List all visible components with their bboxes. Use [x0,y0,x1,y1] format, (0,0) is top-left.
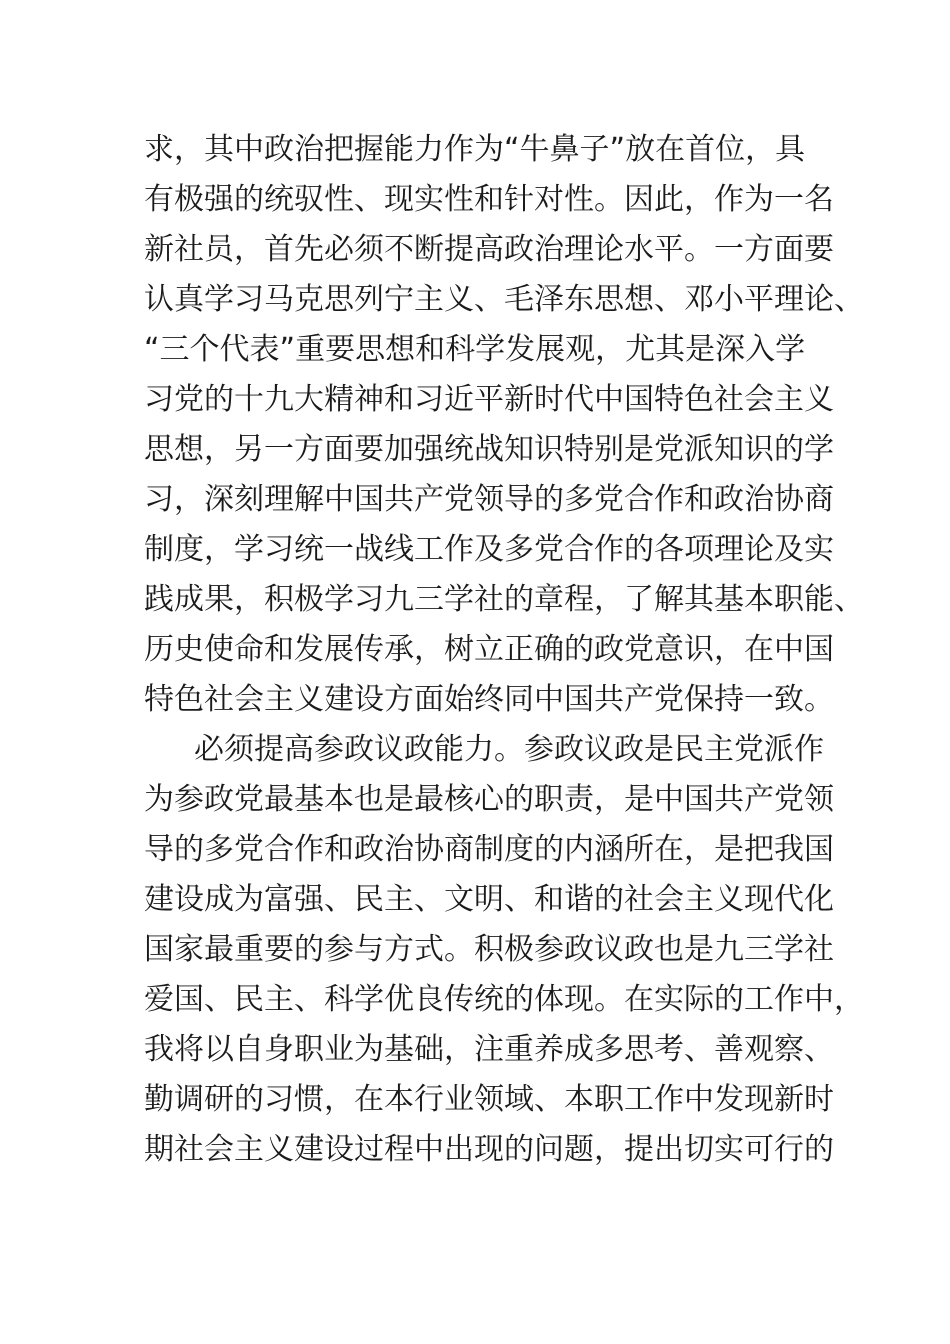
text-line: 践成果，积极学习九三学社的章程，了解其基本职能、 [144,582,864,617]
paragraph-participation [144,725,864,1175]
text-line: 制度，学习统一战线工作及多党合作的各项理论及实 [144,532,834,567]
text-line: 求，其中政治把握能力作为“牛鼻子”放在首位，具 [144,132,806,167]
text-line: 习党的十九大精神和习近平新时代中国特色社会主义 [144,382,834,417]
text-line: 勤调研的习惯，在本行业领域、本职工作中发现新时 [144,1082,834,1117]
text-line: 历史使命和发展传承，树立正确的政党意识，在中国 [144,632,834,667]
text-line: 认真学习马克思列宁主义、毛泽东思想、邓小平理论、 [144,282,864,317]
text-line: 思想，另一方面要加强统战知识特别是党派知识的学 [144,432,834,467]
text-line: 国家最重要的参与方式。积极参政议政也是九三学社 [144,932,834,967]
text-line: 导的多党合作和政治协商制度的内涵所在，是把我国 [144,832,834,867]
text-line: 有极强的统驭性、现实性和针对性。因此，作为一名 [144,182,834,217]
paragraph-political-theory [144,125,864,725]
text-line: 建设成为富强、民主、文明、和谐的社会主义现代化 [144,882,834,917]
text-line: “三个代表”重要思想和科学发展观，尤其是深入学 [144,332,806,367]
text-line: 为参政党最基本也是最核心的职责，是中国共产党领 [144,782,834,817]
text-line: 习，深刻理解中国共产党领导的多党合作和政治协商 [144,482,834,517]
document-body [144,125,864,1175]
text-line: 期社会主义建设过程中出现的问题，提出切实可行的 [144,1132,834,1167]
text-line: 特色社会主义建设方面始终同中国共产党保持一致。 [144,682,834,717]
text-line: 我将以自身职业为基础，注重养成多思考、善观察、 [144,1032,834,1067]
text-line: 必须提高参政议政能力。参政议政是民主党派作 [194,732,824,767]
text-line: 新社员，首先必须不断提高政治理论水平。一方面要 [144,232,834,267]
text-line: 爱国、民主、科学优良传统的体现。在实际的工作中， [144,982,864,1017]
